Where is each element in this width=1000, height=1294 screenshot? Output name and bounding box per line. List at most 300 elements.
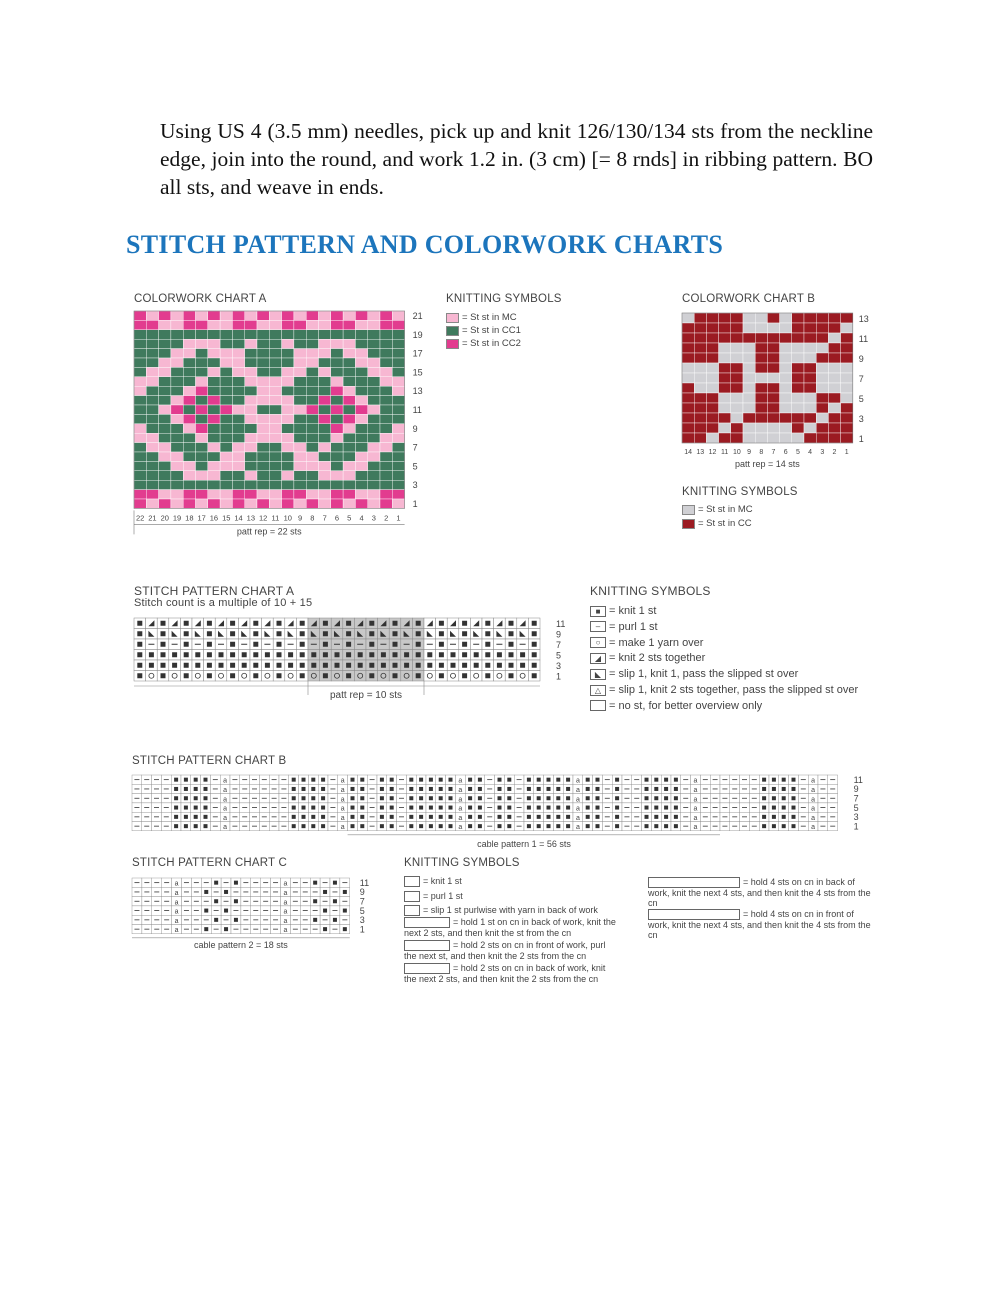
chart-a-cell bbox=[196, 358, 208, 367]
chart-b-cell bbox=[792, 373, 804, 383]
chart-a-cell bbox=[319, 377, 331, 386]
chart-a-cell bbox=[134, 443, 146, 452]
knit-symbol bbox=[380, 824, 384, 828]
chart-b-col-label: 1 bbox=[844, 449, 849, 456]
chart-a-row-label: 1 bbox=[412, 498, 418, 509]
stitch-b-row-label: 7 bbox=[853, 793, 859, 804]
knit-symbol bbox=[390, 815, 394, 819]
knit-symbol bbox=[782, 796, 786, 800]
chart-a-cell bbox=[331, 349, 343, 358]
knit-symbol bbox=[207, 642, 212, 647]
chart-a-cell bbox=[171, 367, 183, 376]
knit-symbol bbox=[439, 631, 444, 636]
chart-a-row-label: 11 bbox=[412, 404, 422, 415]
slip-symbol: a bbox=[174, 880, 179, 888]
knit-symbol bbox=[369, 642, 374, 647]
knit-symbol bbox=[214, 899, 218, 903]
chart-a-cell bbox=[380, 330, 392, 339]
chart-a-cell bbox=[343, 330, 355, 339]
colorwork-chart-b bbox=[682, 313, 877, 478]
stitch-a-cell bbox=[401, 618, 413, 629]
knit-symbol bbox=[346, 642, 351, 647]
chart-a-cell bbox=[319, 320, 331, 329]
knit-symbol bbox=[654, 787, 658, 791]
knit-symbol bbox=[321, 806, 325, 810]
knit-symbol bbox=[509, 652, 514, 657]
chart-a-cell bbox=[220, 461, 232, 470]
chart-b-cell bbox=[780, 363, 792, 373]
chart-b-col-label: 7 bbox=[771, 449, 776, 456]
knit-symbol bbox=[645, 796, 649, 800]
chart-a-cell bbox=[368, 320, 380, 329]
chart-a-cell bbox=[306, 433, 318, 442]
chart-a-cell bbox=[392, 311, 404, 320]
chart-a-cell bbox=[220, 443, 232, 452]
chart-a-cell bbox=[392, 443, 404, 452]
chart-a-cell bbox=[171, 349, 183, 358]
knit-symbol bbox=[485, 652, 490, 657]
chart-a-cell bbox=[196, 367, 208, 376]
chart-b-cell bbox=[828, 373, 840, 383]
chart-a-cell bbox=[306, 414, 318, 423]
chart-a-cell bbox=[134, 396, 146, 405]
knit-symbol bbox=[462, 663, 467, 668]
slip-symbol: a bbox=[283, 917, 288, 925]
stitch-c-row-label: 1 bbox=[359, 924, 365, 935]
knit-symbol bbox=[416, 663, 421, 668]
chart-b-cell bbox=[682, 373, 694, 383]
knit-symbol bbox=[288, 652, 293, 657]
chart-a-cell bbox=[319, 433, 331, 442]
knit-symbol bbox=[507, 806, 511, 810]
instruction-paragraph: Using US 4 (3.5 mm) needles, pick up and knit 126/130/134 sts from the neckline edge, join into the round, and work 1.2 in. (3 cm) [= 8 rnds] in ribbing pattern. BO all sts, and weave in ends. bbox=[160, 119, 873, 199]
chart-a-cell bbox=[183, 386, 195, 395]
knit-symbol bbox=[194, 796, 198, 800]
knit-symbol bbox=[207, 631, 212, 636]
chart-a-cell bbox=[220, 396, 232, 405]
chart-a-cell bbox=[294, 471, 306, 480]
knit-symbol bbox=[369, 631, 374, 636]
knit-symbol bbox=[419, 815, 423, 819]
stitch-c-row-label: 3 bbox=[359, 915, 365, 926]
stitch-a-row-label: 5 bbox=[556, 650, 562, 661]
knit-symbol bbox=[596, 778, 600, 782]
knit-symbol bbox=[429, 806, 433, 810]
chart-a-cell bbox=[232, 396, 244, 405]
chart-b-cell bbox=[767, 323, 779, 333]
knit-symbol bbox=[292, 806, 296, 810]
chart-a-cell bbox=[282, 443, 294, 452]
knit-symbol bbox=[302, 787, 306, 791]
stitch-a-cell bbox=[285, 671, 297, 682]
knit-symbol bbox=[234, 881, 238, 885]
stitch-a-cell bbox=[494, 671, 506, 682]
knit-symbol bbox=[346, 663, 351, 668]
chart-a-col-label: 14 bbox=[234, 513, 243, 523]
slip-symbol: a bbox=[174, 927, 179, 935]
chart-a-cell bbox=[306, 330, 318, 339]
chart-a-cell bbox=[232, 349, 244, 358]
knit-symbol bbox=[333, 918, 337, 922]
stitch-a-row-label: 1 bbox=[556, 671, 562, 682]
chart-a-cell bbox=[171, 330, 183, 339]
chart-a-cell bbox=[208, 424, 220, 433]
chart-b-cell bbox=[719, 343, 731, 353]
knit-symbol bbox=[242, 663, 247, 668]
chart-a-cell bbox=[269, 320, 281, 329]
knit-symbol bbox=[416, 631, 421, 636]
legend-symbol-icon bbox=[590, 700, 606, 711]
chart-a-cell bbox=[208, 320, 220, 329]
chart-a-cell bbox=[146, 386, 158, 395]
chart-a-cell bbox=[245, 349, 257, 358]
stitch-a-legend-item: ◢ = knit 2 sts together bbox=[590, 652, 705, 664]
chart-a-cell bbox=[146, 433, 158, 442]
chart-a-cell bbox=[220, 433, 232, 442]
chart-a-cell bbox=[355, 330, 367, 339]
chart-a-cell bbox=[355, 461, 367, 470]
chart-a-cell bbox=[208, 490, 220, 499]
chart-b-cell bbox=[682, 383, 694, 393]
chart-b-cell bbox=[828, 333, 840, 343]
knit-symbol bbox=[253, 642, 258, 647]
chart-a-cell bbox=[319, 452, 331, 461]
knit-symbol bbox=[439, 673, 444, 678]
knit-symbol bbox=[527, 815, 531, 819]
chart-a-cell bbox=[220, 424, 232, 433]
chart-b-cell bbox=[694, 313, 706, 323]
knit-symbol bbox=[474, 652, 479, 657]
knit-symbol bbox=[485, 663, 490, 668]
chart-b-cell bbox=[780, 403, 792, 413]
knit-symbol bbox=[664, 815, 668, 819]
knit-symbol bbox=[509, 673, 514, 678]
chart-b-cell bbox=[780, 413, 792, 423]
knit-symbol bbox=[351, 787, 355, 791]
chart-b-cell bbox=[767, 353, 779, 363]
chart-b-cell bbox=[816, 323, 828, 333]
chart-b-cell bbox=[841, 413, 853, 423]
knit-symbol bbox=[300, 621, 305, 626]
chart-b-cell bbox=[682, 423, 694, 433]
chart-a-cell bbox=[134, 349, 146, 358]
chart-b-cell bbox=[731, 373, 743, 383]
chart-a-cell bbox=[183, 443, 195, 452]
chart-a-cell bbox=[306, 490, 318, 499]
knit-symbol bbox=[664, 824, 668, 828]
knit-symbol bbox=[537, 787, 541, 791]
chart-b-row-label: 7 bbox=[858, 374, 864, 384]
chart-b-cell bbox=[780, 373, 792, 383]
stitch-a-cell bbox=[308, 618, 320, 629]
chart-a-cell bbox=[306, 311, 318, 320]
knit-symbol bbox=[586, 778, 590, 782]
stitch-a-cell bbox=[494, 629, 506, 640]
chart-a-cell bbox=[245, 396, 257, 405]
chart-a-cell bbox=[183, 396, 195, 405]
chart-a-cell bbox=[331, 490, 343, 499]
chart-b-cell bbox=[828, 323, 840, 333]
chart-b-cell bbox=[755, 393, 767, 403]
chart-b-cell bbox=[780, 333, 792, 343]
chart-a-cell bbox=[282, 367, 294, 376]
chart-a-cell bbox=[196, 471, 208, 480]
chart-a-cell bbox=[257, 414, 269, 423]
stitch-a-cell bbox=[192, 671, 204, 682]
chart-a-cell bbox=[196, 405, 208, 414]
chart-a-cell bbox=[159, 330, 171, 339]
chart-a-cell bbox=[306, 424, 318, 433]
chart-a-cell bbox=[183, 414, 195, 423]
chart-a-cell bbox=[355, 443, 367, 452]
stitch-pattern-chart-c bbox=[132, 878, 372, 953]
chart-a-cell bbox=[257, 386, 269, 395]
chart-b-cell bbox=[682, 393, 694, 403]
stitch-a-cell bbox=[424, 671, 436, 682]
knit-symbol bbox=[265, 652, 270, 657]
knit-symbol bbox=[288, 663, 293, 668]
knit-symbol bbox=[224, 909, 228, 913]
chart-a-row-label: 7 bbox=[412, 442, 418, 453]
chart-a-cell bbox=[269, 330, 281, 339]
chart-b-row-label: 9 bbox=[858, 354, 864, 364]
chart-a-col-label: 22 bbox=[135, 513, 145, 523]
section-heading: STITCH PATTERN AND COLORWORK CHARTS bbox=[126, 230, 724, 259]
slip-symbol: a bbox=[283, 908, 288, 916]
knit-symbol bbox=[586, 787, 590, 791]
knit-symbol bbox=[792, 815, 796, 819]
slip-symbol: a bbox=[458, 824, 463, 832]
chart-a-cell bbox=[159, 358, 171, 367]
chart-a-col-label: 19 bbox=[172, 513, 182, 523]
chart-a-cell bbox=[319, 405, 331, 414]
knit-symbol bbox=[462, 631, 467, 636]
knit-symbol bbox=[161, 652, 166, 657]
chart-a-cell bbox=[269, 405, 281, 414]
chart-a-cell bbox=[245, 339, 257, 348]
knit-symbol bbox=[782, 824, 786, 828]
knit-symbol bbox=[230, 663, 235, 668]
chart-b-cell bbox=[682, 353, 694, 363]
chart-b-cell bbox=[780, 383, 792, 393]
chart-a-cell bbox=[146, 471, 158, 480]
stitch-a-cell bbox=[146, 618, 158, 629]
chart-a-cell bbox=[171, 480, 183, 489]
stitch-a-legend-item: = no st, for better overview only bbox=[590, 700, 762, 712]
chart-b-cell bbox=[682, 313, 694, 323]
knit-symbol bbox=[439, 778, 443, 782]
chart-a-cell bbox=[282, 471, 294, 480]
knit-symbol bbox=[532, 663, 537, 668]
chart-a-cell bbox=[159, 386, 171, 395]
chart-a-cell bbox=[220, 452, 232, 461]
knit-symbol bbox=[207, 652, 212, 657]
knit-symbol bbox=[161, 663, 166, 668]
chart-b-col-label: 8 bbox=[759, 449, 764, 456]
knit-symbol bbox=[478, 815, 482, 819]
stitch-a-row-label: 11 bbox=[556, 618, 566, 629]
chart-b-cell bbox=[841, 373, 853, 383]
stitch-c-row-label: 11 bbox=[359, 877, 370, 888]
knit-symbol bbox=[253, 673, 258, 678]
knit-symbol bbox=[532, 673, 537, 678]
knit-symbol bbox=[547, 787, 551, 791]
chart-a-row-label: 21 bbox=[412, 310, 423, 321]
chart-a-cell bbox=[269, 490, 281, 499]
knit-symbol bbox=[427, 663, 432, 668]
knit-symbol bbox=[137, 663, 142, 668]
stitch-a-cell bbox=[517, 671, 529, 682]
slip-symbol: a bbox=[811, 777, 816, 785]
knit-symbol bbox=[409, 824, 413, 828]
chart-b-cell bbox=[719, 373, 731, 383]
knit-symbol bbox=[664, 778, 668, 782]
knit-symbol bbox=[520, 652, 525, 657]
knit-symbol bbox=[468, 806, 472, 810]
knit-symbol bbox=[762, 778, 766, 782]
chart-a-cell bbox=[282, 499, 294, 508]
chart-a-cell bbox=[159, 499, 171, 508]
chart-b-col-label: 6 bbox=[783, 449, 788, 456]
legend-symbol-icon: ◣ bbox=[590, 669, 606, 680]
chart-b-cell bbox=[792, 413, 804, 423]
knit-symbol bbox=[409, 815, 413, 819]
stitch-a-legend-item: ○ = make 1 yarn over bbox=[590, 637, 703, 649]
chart-a-cell bbox=[331, 471, 343, 480]
slip-symbol: a bbox=[340, 796, 345, 804]
chart-a-cell bbox=[269, 377, 281, 386]
chart-a-cell bbox=[134, 461, 146, 470]
knit-symbol bbox=[762, 787, 766, 791]
chart-a-cell bbox=[306, 499, 318, 508]
chart-a-cell bbox=[245, 443, 257, 452]
chart-b-cell bbox=[731, 323, 743, 333]
knit-symbol bbox=[409, 806, 413, 810]
knit-symbol bbox=[204, 796, 208, 800]
knit-symbol bbox=[532, 631, 537, 636]
chart-a-cell bbox=[368, 386, 380, 395]
chart-a-cell bbox=[220, 414, 232, 423]
chart-a-cell bbox=[232, 480, 244, 489]
chart-a-cell bbox=[269, 414, 281, 423]
chart-a-cell bbox=[355, 311, 367, 320]
chart-b-cell bbox=[743, 373, 755, 383]
knit-symbol bbox=[468, 815, 472, 819]
stitch-a-cell bbox=[470, 671, 482, 682]
chart-b-cell bbox=[828, 393, 840, 403]
chart-a-cell bbox=[343, 433, 355, 442]
knit-symbol bbox=[509, 621, 514, 626]
knit-symbol bbox=[449, 815, 453, 819]
chart-a-cell bbox=[380, 339, 392, 348]
knit-symbol bbox=[369, 621, 374, 626]
chart-a-cell bbox=[392, 396, 404, 405]
chart-a-row-label: 19 bbox=[412, 329, 423, 340]
chart-a-cell bbox=[294, 405, 306, 414]
slip-symbol: a bbox=[340, 824, 345, 832]
chart-a-cell bbox=[208, 452, 220, 461]
chart-b-cell bbox=[706, 313, 718, 323]
chart-a-cell bbox=[380, 461, 392, 470]
chart-a-cell bbox=[319, 480, 331, 489]
knit-symbol bbox=[380, 787, 384, 791]
chart-a-cell bbox=[159, 433, 171, 442]
chart-a-cell bbox=[368, 330, 380, 339]
stitch-pattern-chart-b bbox=[132, 775, 867, 850]
chart-a-cell bbox=[257, 452, 269, 461]
chart-a-cell bbox=[392, 367, 404, 376]
chart-b-cell bbox=[743, 383, 755, 393]
chart-b-cell bbox=[719, 333, 731, 343]
chart-b-col-label: 3 bbox=[820, 449, 825, 456]
chart-a-cell bbox=[343, 424, 355, 433]
chart-a-cell bbox=[355, 424, 367, 433]
chart-b-cell bbox=[706, 333, 718, 343]
chart-a-cell bbox=[282, 461, 294, 470]
knit-symbol bbox=[204, 927, 208, 931]
chart-a-cell bbox=[269, 386, 281, 395]
chart-a-cell bbox=[319, 443, 331, 452]
chart-a-cell bbox=[208, 499, 220, 508]
chart-a-cell bbox=[368, 452, 380, 461]
knit-symbol bbox=[204, 806, 208, 810]
chart-a-cell bbox=[368, 443, 380, 452]
knit-symbol bbox=[184, 815, 188, 819]
knit-symbol bbox=[393, 673, 398, 678]
stitch-c-legend-item: = hold 1 st on cn in back of work, knit the next 2 sts, and then knit the st from the cn bbox=[404, 917, 616, 939]
stitch-c-legend-item: = purl 1 st bbox=[404, 891, 619, 902]
chart-a-cell bbox=[196, 339, 208, 348]
chart-a-cell bbox=[146, 349, 158, 358]
chart-a-cell bbox=[208, 443, 220, 452]
slip-symbol: a bbox=[223, 824, 228, 832]
knit-symbol bbox=[242, 652, 247, 657]
chart-b-cell bbox=[828, 383, 840, 393]
chart-a-cell bbox=[368, 349, 380, 358]
chart-b-cell bbox=[767, 363, 779, 373]
chart-a-cell bbox=[343, 471, 355, 480]
knit-symbol bbox=[300, 663, 305, 668]
slip-symbol: a bbox=[223, 796, 228, 804]
chart-a-cell bbox=[196, 452, 208, 461]
cable-symbol-icon bbox=[404, 905, 420, 916]
chart-a-cell bbox=[331, 414, 343, 423]
cable-symbol-icon bbox=[648, 909, 740, 920]
chart-b-cell bbox=[792, 323, 804, 333]
knit-symbol bbox=[369, 673, 374, 678]
chart-a-col-label: 18 bbox=[185, 513, 194, 523]
chart-a-cell bbox=[392, 386, 404, 395]
knit-symbol bbox=[429, 796, 433, 800]
chart-a-cell bbox=[208, 414, 220, 423]
chart-a-cell bbox=[282, 405, 294, 414]
chart-a-cell bbox=[331, 339, 343, 348]
chart-a-cell bbox=[220, 320, 232, 329]
knit-symbol bbox=[449, 787, 453, 791]
knit-symbol bbox=[137, 673, 142, 678]
knit-symbol bbox=[393, 642, 398, 647]
knit-symbol bbox=[507, 796, 511, 800]
knit-symbol bbox=[174, 815, 178, 819]
stitch-c-legend-item: = hold 4 sts on cn in front of work, knit the next 4 sts, and then knit the 4 sts from the cn bbox=[648, 909, 871, 941]
chart-a-cell bbox=[294, 396, 306, 405]
chart-b-cell bbox=[682, 363, 694, 373]
chart-a-cell bbox=[392, 339, 404, 348]
knit-symbol bbox=[645, 778, 649, 782]
knit-symbol bbox=[674, 824, 678, 828]
knit-symbol bbox=[346, 673, 351, 678]
legend-mc-b: = St st in MC bbox=[682, 504, 753, 515]
